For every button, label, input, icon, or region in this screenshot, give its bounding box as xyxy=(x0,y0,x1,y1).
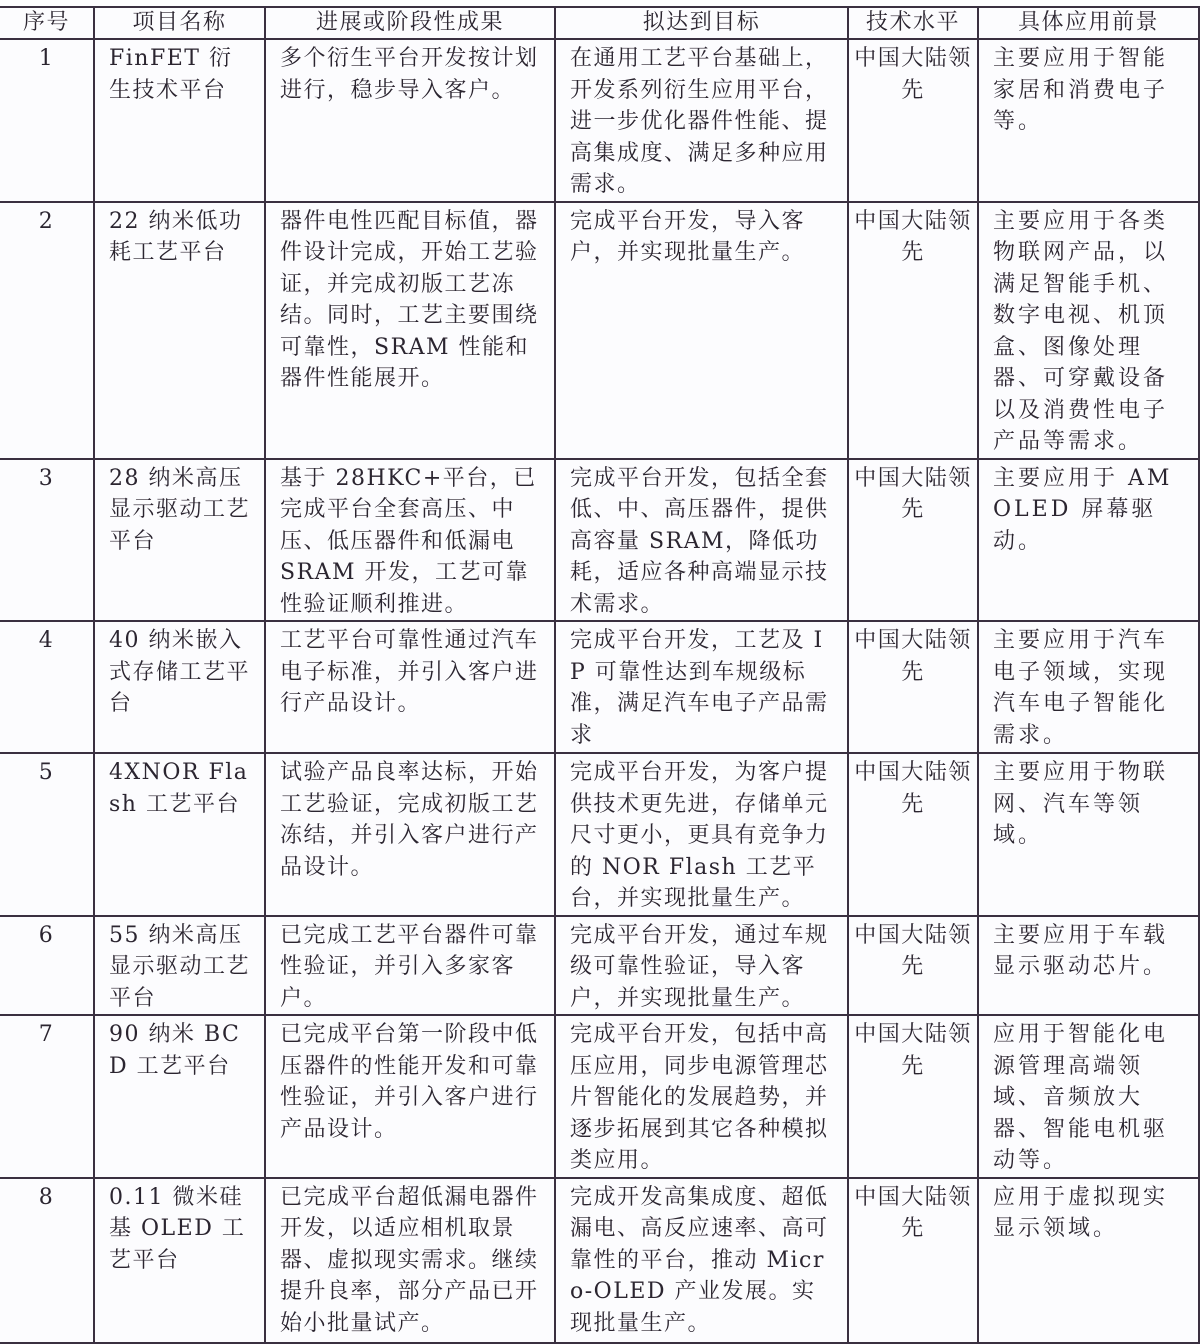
table-row xyxy=(0,39,1199,202)
cell-project-name: 40 纳米嵌入式存储工艺平台 xyxy=(94,621,265,753)
cell-application: 主要应用于智能家居和消费电子等。 xyxy=(978,39,1199,202)
cell-no: 6 xyxy=(0,916,94,1016)
cell-tech-level: 中国大陆领先 xyxy=(848,753,978,916)
table-row xyxy=(0,621,1199,753)
cell-application: 主要应用于各类物联网产品，以满足智能手机、数字电视、机顶盒、图像处理器、可穿戴设备以及消费性电子产品等需求。 xyxy=(978,202,1199,459)
cell-project-name: 28 纳米高压显示驱动工艺平台 xyxy=(94,459,265,622)
header-goal: 拟达到目标 xyxy=(555,7,848,39)
cell-tech-level: 中国大陆领先 xyxy=(848,459,978,622)
table-row xyxy=(0,1178,1199,1343)
cell-no: 7 xyxy=(0,1015,94,1178)
cell-goal: 完成平台开发，包括全套低、中、高压器件，提供高容量 SRAM，降低功耗，适应各种高端显示技术需求。 xyxy=(555,459,848,622)
cell-project-name: FinFET 衍生技术平台 xyxy=(94,39,265,202)
cell-progress: 试验产品良率达标，开始工艺验证，完成初版工艺冻结，并引入客户进行产品设计。 xyxy=(265,753,555,916)
cell-no: 2 xyxy=(0,202,94,459)
cell-tech-level: 中国大陆领先 xyxy=(848,916,978,1016)
cell-goal: 完成平台开发，为客户提供技术更先进，存储单元尺寸更小，更具有竞争力的 NOR Flash 工艺平台，并实现批量生产。 xyxy=(555,753,848,916)
cell-project-name: 90 纳米 BCD 工艺平台 xyxy=(94,1015,265,1178)
cell-no: 5 xyxy=(0,753,94,916)
cell-application: 应用于智能化电源管理高端领域、音频放大器、智能电机驱动等。 xyxy=(978,1015,1199,1178)
cell-no: 1 xyxy=(0,39,94,202)
cell-goal: 完成平台开发，通过车规级可靠性验证，导入客户，并实现批量生产。 xyxy=(555,916,848,1016)
cell-goal: 在通用工艺平台基础上，开发系列衍生应用平台，进一步优化器件性能、提高集成度、满足多种应用需求。 xyxy=(555,39,848,202)
table-row xyxy=(0,916,1199,1016)
cell-progress: 基于 28HKC+平台，已完成平台全套高压、中压、低压器件和低漏电 SRAM 开发，工艺可靠性验证顺利推进。 xyxy=(265,459,555,622)
cell-project-name: 0.11 微米硅基 OLED 工艺平台 xyxy=(94,1178,265,1343)
cell-progress: 已完成平台超低漏电器件开发，以适应相机取景器、虚拟现实需求。继续提升良率，部分产品已开始小批量试产。 xyxy=(265,1178,555,1343)
cell-progress: 工艺平台可靠性通过汽车电子标准，并引入客户进行产品设计。 xyxy=(265,621,555,753)
cell-application: 主要应用于车载显示驱动芯片。 xyxy=(978,916,1199,1016)
cell-application: 主要应用于物联网、汽车等领域。 xyxy=(978,753,1199,916)
rd-projects-table xyxy=(0,6,1200,1344)
table-row xyxy=(0,459,1199,622)
cell-application: 主要应用于汽车电子领域，实现汽车电子智能化需求。 xyxy=(978,621,1199,753)
cell-goal: 完成平台开发，包括中高压应用，同步电源管理芯片智能化的发展趋势，并逐步拓展到其它各种模拟类应用。 xyxy=(555,1015,848,1178)
cell-application: 应用于虚拟现实显示领域。 xyxy=(978,1178,1199,1343)
cell-progress: 已完成工艺平台器件可靠性验证，并引入多家客户。 xyxy=(265,916,555,1016)
table-header-row xyxy=(0,7,1199,39)
cell-no: 3 xyxy=(0,459,94,622)
cell-progress: 已完成平台第一阶段中低压器件的性能开发和可靠性验证，并引入客户进行产品设计。 xyxy=(265,1015,555,1178)
cell-goal: 完成平台开发，工艺及 IP 可靠性达到车规级标准，满足汽车电子产品需求 xyxy=(555,621,848,753)
header-application: 具体应用前景 xyxy=(978,7,1199,39)
document-page xyxy=(0,6,1199,1344)
header-tech-level: 技术水平 xyxy=(848,7,978,39)
cell-tech-level: 中国大陆领先 xyxy=(848,202,978,459)
cell-project-name: 55 纳米高压显示驱动工艺平台 xyxy=(94,916,265,1016)
cell-project-name: 4XNOR Flash 工艺平台 xyxy=(94,753,265,916)
cell-progress: 器件电性匹配目标值，器件设计完成，开始工艺验证，并完成初版工艺冻结。同时，工艺主要围绕可靠性，SRAM 性能和器件性能展开。 xyxy=(265,202,555,459)
header-project-name: 项目名称 xyxy=(94,7,265,39)
cell-tech-level: 中国大陆领先 xyxy=(848,621,978,753)
table-row xyxy=(0,753,1199,916)
cell-goal: 完成开发高集成度、超低漏电、高反应速率、高可靠性的平台，推动 Micro-OLED 产业发展。实现批量生产。 xyxy=(555,1178,848,1343)
cell-no: 8 xyxy=(0,1178,94,1343)
cell-tech-level: 中国大陆领先 xyxy=(848,39,978,202)
cell-no: 4 xyxy=(0,621,94,753)
cell-application: 主要应用于 AMOLED 屏幕驱动。 xyxy=(978,459,1199,622)
table-row xyxy=(0,202,1199,459)
cell-goal: 完成平台开发，导入客户，并实现批量生产。 xyxy=(555,202,848,459)
cell-tech-level: 中国大陆领先 xyxy=(848,1015,978,1178)
cell-project-name: 22 纳米低功耗工艺平台 xyxy=(94,202,265,459)
header-progress: 进展或阶段性成果 xyxy=(265,7,555,39)
cell-tech-level: 中国大陆领先 xyxy=(848,1178,978,1343)
header-no: 序号 xyxy=(0,7,94,39)
table-row xyxy=(0,1015,1199,1178)
cell-progress: 多个衍生平台开发按计划进行，稳步导入客户。 xyxy=(265,39,555,202)
